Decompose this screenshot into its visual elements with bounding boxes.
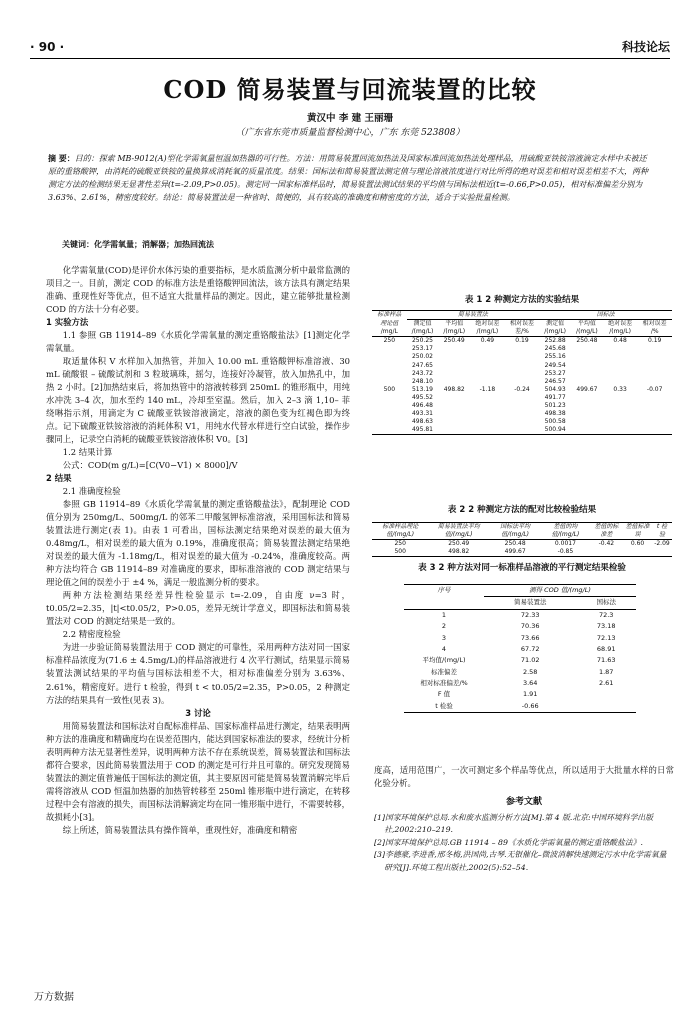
table-cell: 0.19 xyxy=(648,337,662,345)
table-cell: 499.67 xyxy=(576,385,598,393)
keywords xyxy=(62,238,652,250)
table-cell: 0.60 xyxy=(630,540,645,548)
table3-header-std: 国标法 xyxy=(596,598,616,607)
reference-item: [3]李德豪,李进香,邢冬梅,洪国尚,古琴.无银催化–微波消解快速测定污水中化学需氧量研究[J].环境工程出版社,2002(5):52–54. xyxy=(374,850,667,872)
table3-header-group: 测得 COD 值/(mg/L) xyxy=(484,585,636,597)
paragraph-discussion: 用简易装置法和国标法对自配标准样品、国家标准样品进行测定，结果表明两种方法的准确度和精确度均在误差范围内，能达到国家标准法的要求，经统计分析表明两种方法无显著性差异，说明两种方法不存在系统误差，简易装置法和国标法都符合要求，因此简易装置法用于 COD 的测定是可行并且可靠的。研究发现简易装置法的测定值普遍低于国标法的测定值，其主要原因可能是简易装置消解完毕后需将溶液从 COD 恒温加热器的加热管转移至 250ml 锥形瓶中进行滴定，在转移过程中会有溶液的损失，而国标法消解滴定均在同一锥形瓶中进行，不需要转移，故损耗小[3]。 xyxy=(46,720,350,822)
reference-item: [1]国家环境保护总局.水和废水监测分析方法[M].第 4 版.北京:中国环境科学出版社,2002:210–219. xyxy=(374,813,653,835)
table1-unit: /(mg/L) xyxy=(609,328,631,336)
keywords-label: 关键词： xyxy=(62,239,94,249)
table-cell: 250.48 xyxy=(576,337,598,345)
formula: 公式：COD(m g/L)=[C(V0−V1) × 8000]/V xyxy=(62,460,238,471)
table-cell: 71.02 xyxy=(520,656,540,665)
table-cell: 248.10 xyxy=(411,377,433,385)
table-cell: 493.31 xyxy=(411,410,433,418)
paragraph-1-1-procedure: 取适量体积 V 水样加入加热管，并加入 10.00 mL 重铬酸钾标准溶液、30 mL 硫酸银 – 硫酸试剂和 3 粒玻璃珠，摇匀，连接好冷凝管，放入加热孔中，加热 2 小时。[2]加热结束后，将加热管中的溶液转移到 250mL 的锥形瓶中，用纯水冲洗 3–4 次，加水至约 140 mL，冷却至室温。然后，加入 2–3 滴 1,10– 菲绕啉指示剂，用滴定为 C 硫酸亚铁铵溶液滴定，溶液的颜色变为红褐色即为终点。记下硫酸亚铁铵溶液的消耗体积 V1，用纯水代替水样进行空白试验，操作步骤同上，记录空白消耗的硫酸亚铁铵溶液体积 V0。[3] xyxy=(46,356,350,445)
table-cell: 495.52 xyxy=(411,393,433,401)
paragraph-1-2: 1.2 结果计算 xyxy=(62,447,113,458)
table-cell: 245.68 xyxy=(544,345,566,353)
table-cell: 0.48 xyxy=(613,337,627,345)
header-rule xyxy=(30,58,670,59)
table-cell: 72.3 xyxy=(598,610,614,619)
table-cell: 250 xyxy=(383,337,396,345)
table-cell: 247.65 xyxy=(411,361,433,369)
table-cell: -0.07 xyxy=(646,385,663,393)
table2-caption: 表 2 2 种测定方法的配对比较检验结果 xyxy=(447,505,597,515)
table2-header: 国标法平均值/(mg/L) xyxy=(500,523,531,539)
table-cell: 501.23 xyxy=(544,402,566,410)
table1-unit: /(mg/L) xyxy=(411,328,434,336)
table-cell: 504.93 xyxy=(544,385,566,393)
table-cell: 0.49 xyxy=(480,337,495,345)
table1-sub: 平均值 xyxy=(445,320,464,328)
table-cell: 3.64 xyxy=(522,679,538,687)
table-cell: 250.02 xyxy=(411,353,433,361)
table-cell: -1.18 xyxy=(479,385,496,393)
table-cell: 252.88 xyxy=(544,337,566,345)
table-cell: 255.16 xyxy=(544,353,566,361)
paragraph-2-2: 2.2 精密度检验 xyxy=(62,629,121,640)
table-cell: 500 xyxy=(394,548,406,556)
table-cell: -2.09 xyxy=(654,540,670,548)
table-cell: 73.18 xyxy=(596,622,616,631)
abstract xyxy=(48,152,654,205)
affiliation: （广东省东莞市质量监督检测中心，广东 东莞 523808） xyxy=(235,128,465,138)
table3-header-index: 序号 xyxy=(437,586,451,595)
table-cell: 1.91 xyxy=(522,690,538,699)
paragraph-2-1: 2.1 准确度检验 xyxy=(62,486,121,497)
table1-sub: 相对误差 xyxy=(642,320,667,328)
table1-unit: /% xyxy=(650,328,659,336)
table-cell: 250.49 xyxy=(448,540,470,548)
table-cell: t 检验 xyxy=(435,701,453,710)
table1-unit: /(mg/L) xyxy=(576,328,598,336)
table2-header: 差值的标准差 xyxy=(594,523,619,539)
table-cell: 246.57 xyxy=(544,377,566,385)
table-cell: 2 xyxy=(441,622,447,631)
intro-paragraph: 化学需氧量(COD)是评价水体污染的重要指标，是水质监测分析中最常监测的项目之一。目前，测定 COD 的标准方法是重铬酸钾回流法，该方法具有测定结果准确、重现性好等优点，但不适宜大批量样品的测定。因此，建立能够批量检测 COD 的方法十分有必要。 xyxy=(46,265,350,315)
table-cell: -0.42 xyxy=(598,540,615,548)
paragraph-conclusion: 综上所述，简易装置法具有操作简单，重现性好，准确度和精密 xyxy=(62,824,298,835)
table1-sub: 理论值 xyxy=(380,319,399,327)
table-cell: 500.58 xyxy=(544,418,566,426)
heading-discussion: 3 讨论 xyxy=(185,707,211,718)
table-cell: 72.33 xyxy=(520,610,540,619)
table-cell: 513.19 xyxy=(411,385,433,393)
table-cell: 3 xyxy=(441,633,447,642)
table-cell: 0.0017 xyxy=(554,540,576,548)
table-cell: -0.85 xyxy=(557,548,574,556)
table-cell: 相对标准偏差/% xyxy=(420,679,468,687)
table3-caption: 表 3 2 种方法对同一标准样品溶液的平行测定结果检验 xyxy=(418,563,626,573)
table-cell: 平均值/(mg/L) xyxy=(422,656,466,665)
table-cell: 253.17 xyxy=(411,345,433,353)
table3 xyxy=(404,584,636,713)
table1-unit: /(mg/L) xyxy=(443,328,466,336)
table-cell: 498.82 xyxy=(448,548,470,556)
section-label: 科技论坛 xyxy=(621,40,670,54)
table-cell: 标准偏差 xyxy=(431,667,457,676)
table-cell: 0.19 xyxy=(515,337,529,345)
table2-header: t 检验 xyxy=(656,523,668,539)
table-cell: 498.38 xyxy=(544,410,566,418)
table-cell: 1 xyxy=(441,610,447,619)
table-cell: -0.66 xyxy=(521,701,539,710)
table1-caption: 表 1 2 种测定方法的实验结果 xyxy=(464,295,580,305)
table-cell: 249.54 xyxy=(544,361,566,369)
table-cell: 71.63 xyxy=(596,656,616,665)
paragraph-1-1: 1.1 参照 GB 11914–89《水质化学需氧量的测定重铬酸盐法》[1]测定化学需氧量。 xyxy=(46,330,350,354)
table-cell: 67.72 xyxy=(520,644,540,653)
table-cell: 499.67 xyxy=(504,548,526,556)
table-cell: 243.72 xyxy=(411,369,433,377)
table-cell: 72.13 xyxy=(596,633,616,642)
heading-methods: 1 实验方法 xyxy=(46,317,89,328)
table2-header: 差值的均值/(mg/L) xyxy=(551,523,580,539)
table1-sub: 测定值 xyxy=(546,320,565,328)
running-header xyxy=(30,38,670,56)
table-cell: 0.33 xyxy=(613,385,627,393)
paper-title: COD 简易装置与回流装置的比较 xyxy=(163,75,537,104)
table-cell: F 值 xyxy=(437,690,451,699)
table-cell: 496.48 xyxy=(411,402,433,410)
table2-header: 标准样品理论值/(mg/L) xyxy=(382,523,419,539)
table1-sub: 绝对误差 xyxy=(475,320,500,328)
table-cell: 2.58 xyxy=(522,667,538,676)
table1-unit: /mg/L xyxy=(380,328,398,336)
table1-sub: 测定值 xyxy=(413,320,432,328)
table-cell: 1.87 xyxy=(598,667,614,676)
table-cell: 498.63 xyxy=(411,418,433,426)
table1-label-easy: 简易装置法 xyxy=(407,311,540,320)
table3-header-easy: 简易装置法 xyxy=(513,598,547,607)
table1-label-std: 国标法 xyxy=(539,311,672,320)
keywords-text: 化学需氧量；消解器；加热回流法 xyxy=(94,239,214,249)
table1-sub: 平均值 xyxy=(577,320,596,328)
table-cell: 253.27 xyxy=(544,369,566,377)
table-cell: 250 xyxy=(394,540,406,548)
references-list xyxy=(374,812,674,874)
table1-sub: 相对误差 xyxy=(509,320,534,328)
table-cell: 2.61 xyxy=(598,679,614,687)
table-cell: 250.48 xyxy=(504,540,526,548)
table2 xyxy=(372,522,672,557)
table-cell: -0.24 xyxy=(514,385,530,393)
table1-sub: 绝对误差 xyxy=(608,320,633,328)
table-cell: 498.82 xyxy=(443,385,465,393)
paragraph-2-2-precision: 为进一步验证简易装置法用于 COD 测定的可靠性，采用两种方法对同一国家标准样品浓度为(71.6 ± 4.5mg/L)的样品溶液进行 4 次平行测试，结果显示简易装置法测试结果的平均值与国标法相差不大，相对标准偏差分别为 3.63%、2.61%，精密度好。进行 t 检验，得到 t < t0.05/2=2.35，P>0.05，2 种测定方法的结果具有一致性(见表 3)。 xyxy=(46,642,350,705)
left-column xyxy=(46,264,350,837)
table1-unit: 差/% xyxy=(515,328,529,336)
page-number: · 90 · xyxy=(30,40,65,54)
table-cell: 500.94 xyxy=(544,426,566,434)
table-cell: 73.66 xyxy=(520,633,540,642)
heading-results: 2 结果 xyxy=(46,473,72,484)
footer-watermark: 万方数据 xyxy=(34,992,74,1003)
table1 xyxy=(372,310,672,435)
table-cell: 500 xyxy=(383,385,396,393)
table1-unit: /(mg/L) xyxy=(476,328,499,336)
abstract-label: 摘 要： xyxy=(48,153,75,163)
abstract-text: 目的：探索 MB-9012(A)型化学需氧量恒温加热器的可行性。方法：用简易装置回流加热法及国家标准回流加热法处理样品，用硫酸亚铁铵溶液滴定水样中未被还原的重铬酸钾，由消耗的硫酸亚铁铵的量换算成消耗氧的质量浓度。结果：国标法和简易装置法测定值与理论溶液浓度进行对比所得的绝对误差和相对误差相差不大，两种测定方法的检测结果无显著性差异(t=-2.09,P>0.05)。测定同一国家标准样品时，简易装置法测试结果的平均值与国标法相近(t=-0.66,P>0.05)，相对标准偏差分别为 3.63%、2.61%，精密度较好。结论：简易装置法是一种省时、简便的，具有较高的准确度和精密度的方法，适合于实验批量检测。 xyxy=(48,154,648,202)
table-cell: 4 xyxy=(441,644,447,653)
table2-header: 差值标准误 xyxy=(625,523,650,539)
table-cell: 495.81 xyxy=(411,426,433,434)
table2-header: 简易装置法平均值/(mg/L) xyxy=(437,523,480,539)
table-cell: 250.49 xyxy=(443,337,465,345)
paragraph-2-1-accuracy: 参照 GB 11914–89《水质化学需氧量的测定重铬酸盐法》，配制理论 COD 值分别为 250mg/L、500mg/L 的邻苯二甲酸氢钾标准溶液，采用国标法和简易装置法进行测定(表 1)。由表 1 可看出，国标法测定结果绝对误差的最大值为 0.48mg/L，相对误差的最大值为 0.19%，准确度很高；简易装置法测定结果绝对误差的最大值为 -1.18mg/L，相对误差的最大值为 -0.24%，准确度较高。两种方法均符合 GB 11914–89 对准确度的要求，即标准溶液的 COD 测定结果与理论值之间的误差小于 ±4 %，满足一般监测分析的要求。 xyxy=(46,499,350,588)
table-cell: 68.91 xyxy=(596,644,616,653)
paragraph-2-1-ttest: 两种方法检测结果经差异性检验显示 t=-2.09，自由度 ν=3 时，t0.05/2=2.35，|t|<t0.05/2，P>0.05，差异无统计学意义，即国标法和简易装置法对 COD 的测定结果是一致的。 xyxy=(46,590,350,627)
author-list: 黄汉中 李 建 王丽珊 xyxy=(307,113,393,124)
table1-unit: /(mg/L) xyxy=(544,328,567,336)
references-heading: 参考文献 xyxy=(505,797,542,807)
table1-label-sample: 标准样品 xyxy=(377,311,402,319)
table-cell: 491.77 xyxy=(544,393,566,401)
table-cell: 250.25 xyxy=(411,337,433,345)
table-cell: 70.36 xyxy=(520,622,540,631)
right-column-continuation: 度高，适用范围广，一次可测定多个样品等优点，所以适用于大批量水样的日常化验分析。 xyxy=(374,765,674,789)
reference-item: [2]国家环境保护总局.GB 11914 – 89《水质化学需氧量的测定重铬酸盐法》. xyxy=(374,837,643,847)
